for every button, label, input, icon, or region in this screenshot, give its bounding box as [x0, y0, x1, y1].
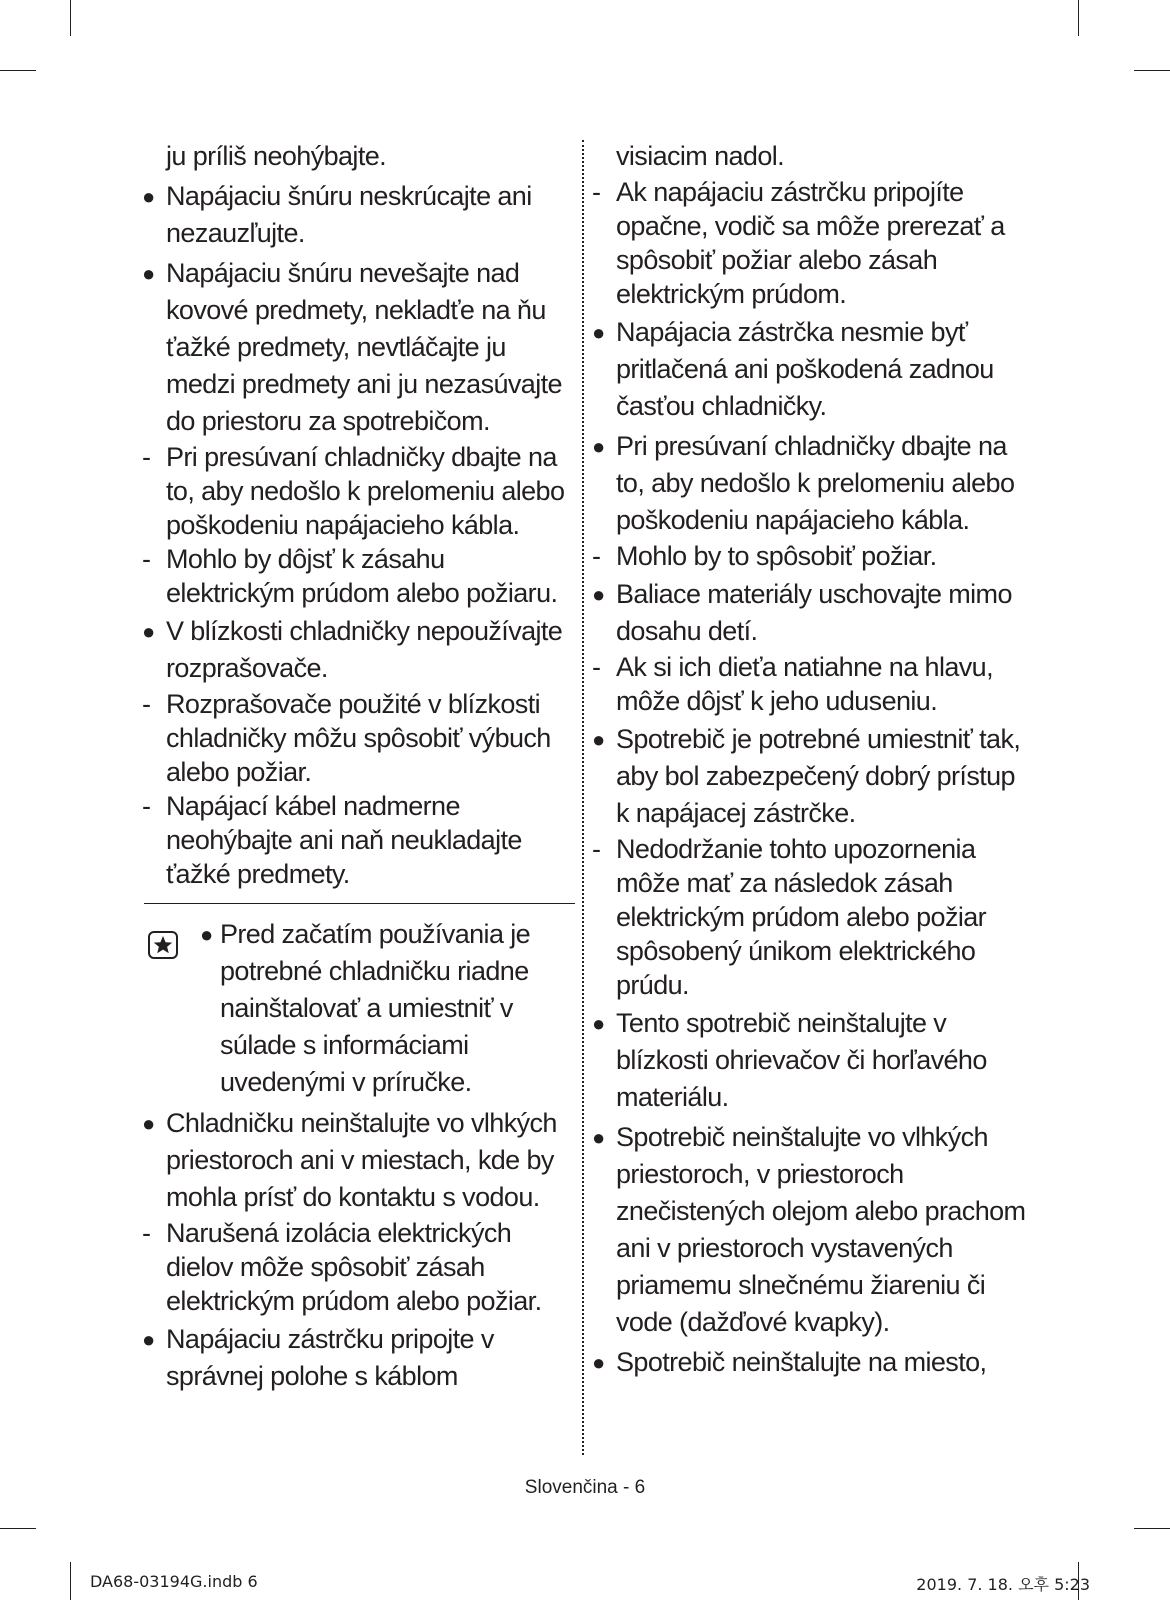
column-divider — [582, 140, 584, 1455]
item-text: Mohlo by to spôsobiť požiar. — [616, 541, 937, 571]
dash-item — [140, 687, 575, 789]
note-separator — [144, 903, 575, 904]
bullet-item — [590, 1344, 1030, 1381]
dash-item — [590, 539, 1030, 573]
item-text: Pri presúvaní chladničky dbajte na to, aby nedošlo k prelomeniu alebo poškodeniu napájacieho kábla. — [166, 442, 565, 540]
note-text: Pred začatím používania je potrebné chladničku riadne nainštalovať a umiestniť v súlade s informáciami uvedenými v príručke. — [220, 919, 531, 1097]
bullet-item — [590, 721, 1030, 832]
item-text: ju príliš neohýbajte. — [166, 141, 387, 171]
bullet-item — [590, 314, 1030, 425]
item-text: Napájaciu zástrčku pripojte v správnej polohe s káblom — [166, 1324, 494, 1391]
item-text: visiacim nadol. — [616, 141, 785, 171]
item-text: Baliace materiály uschovajte mimo dosahu detí. — [616, 579, 1012, 646]
dash-item — [140, 542, 575, 610]
bullet-icon: ● — [592, 582, 605, 607]
item-text: Napájací kábel nadmerne neohýbajte ani naň neukladajte ťažké predmety. — [166, 791, 522, 889]
item-text: Spotrebič je potrebné umiestniť tak, aby bol zabezpečený dobrý prístup k napájacej zástrčke. — [616, 724, 1021, 828]
crop-mark — [70, 1562, 71, 1600]
dash-item — [590, 650, 1030, 718]
item-text: Mohlo by dôjsť k zásahu elektrickým prúdom alebo požiaru. — [166, 544, 558, 608]
bullet-icon: ● — [142, 1111, 155, 1136]
bullet-item — [590, 428, 1030, 539]
dash-item — [590, 832, 1030, 1002]
item-text: Napájaciu šnúru nevešajte nad kovové predmety, nekladťe na ňu ťažké predmety, nevtláčajte ju medzi predmety ani ju nezasúvajte do priestoru za spotrebičom. — [166, 258, 562, 436]
item-text: Narušená izolácia elektrických dielov môže spôsobiť zásah elektrickým prúdom alebo požiar. — [166, 1218, 542, 1316]
bullet-item — [590, 1119, 1030, 1341]
bullet-icon: ● — [592, 1125, 605, 1150]
item-text: Rozprašovače použité v blízkosti chladničky môžu spôsobiť výbuch alebo požiar. — [166, 689, 551, 787]
dash-item — [140, 440, 575, 542]
star-note-icon — [148, 931, 178, 959]
dash-marker: - — [142, 791, 151, 821]
print-stamp: 2019. 7. 18. 오후 5:23 — [916, 1575, 1090, 1594]
page-number: Slovenčina - 6 — [524, 1477, 646, 1498]
bullet-icon: ● — [200, 922, 213, 947]
bullet-item — [140, 613, 575, 687]
right-column — [590, 138, 1030, 1381]
crop-mark — [0, 70, 36, 71]
dash-marker: - — [592, 177, 601, 207]
left-column — [140, 138, 575, 1395]
bullet-icon: ● — [142, 184, 155, 209]
dash-marker: - — [142, 689, 151, 719]
item-text: Spotrebič neinštalujte vo vlhkých priestoroch, v priestoroch znečistených olejom alebo prachom ani v priestoroch vystavených priamemu slnečnému žiareniu či vode (dažďové kvapky). — [616, 1122, 1026, 1337]
dash-marker: - — [592, 541, 601, 571]
dash-marker: - — [592, 652, 601, 682]
dash-marker: - — [142, 1218, 151, 1248]
dash-item — [140, 789, 575, 891]
crop-mark — [70, 0, 71, 36]
bullet-item — [140, 255, 575, 440]
bullet-item — [140, 1321, 575, 1395]
bullet-icon: ● — [592, 320, 605, 345]
dash-marker: - — [142, 544, 151, 574]
continued-text — [140, 138, 575, 175]
bullet-item — [590, 576, 1030, 650]
dash-marker: - — [142, 442, 151, 472]
note-block — [140, 916, 575, 1101]
note-item — [200, 916, 575, 1101]
dash-item — [590, 175, 1030, 311]
dash-marker: - — [592, 834, 601, 864]
crop-mark — [1078, 0, 1079, 36]
right-item-list — [590, 138, 1030, 1381]
item-text: Ak si ich dieťa natiahne na hlavu, môže dôjsť k jeho uduseniu. — [616, 652, 993, 716]
item-text: Tento spotrebič neinštalujte v blízkosti ohrievačov či horľavého materiálu. — [616, 1008, 987, 1112]
file-slug: DA68-03194G.indb 6 — [90, 1572, 258, 1591]
item-text: Ak napájaciu zástrčku pripojíte opačne, vodič sa môže prerezať a spôsobiť požiar alebo zásah elektrickým prúdom. — [616, 177, 1005, 309]
item-text: Napájaciu šnúru neskrúcajte ani nezauzľujte. — [166, 181, 532, 248]
bullet-icon: ● — [592, 1011, 605, 1036]
left-item-list-after — [140, 1105, 575, 1395]
bullet-item — [140, 1105, 575, 1216]
item-text: Pri presúvaní chladničky dbajte na to, aby nedošlo k prelomeniu alebo poškodeniu napájacieho kábla. — [616, 431, 1015, 535]
item-text: Napájacia zástrčka nesmie byť pritlačená ani poškodená zadnou časťou chladničky. — [616, 317, 994, 421]
dash-item — [140, 1216, 575, 1318]
bullet-icon: ● — [592, 727, 605, 752]
bullet-icon: ● — [142, 261, 155, 286]
bullet-icon: ● — [142, 619, 155, 644]
item-text: Nedodržanie tohto upozornenia môže mať za následok zásah elektrickým prúdom alebo požiar spôsobený únikom elektrického prúdu. — [616, 834, 987, 1000]
bullet-icon: ● — [592, 1350, 605, 1375]
item-text: V blízkosti chladničky nepoužívajte rozprašovače. — [166, 616, 563, 683]
crop-mark — [1134, 70, 1170, 71]
continued-text — [590, 138, 1030, 175]
bullet-icon: ● — [592, 434, 605, 459]
item-text: Chladničku neinštalujte vo vlhkých priestoroch ani v miestach, kde by mohla prísť do kontaktu s vodou. — [166, 1108, 557, 1212]
item-text: Spotrebič neinštalujte na miesto, — [616, 1347, 987, 1377]
crop-mark — [0, 1528, 36, 1529]
bullet-item — [140, 178, 575, 252]
left-item-list — [140, 138, 575, 891]
crop-mark — [1134, 1528, 1170, 1529]
bullet-icon: ● — [142, 1327, 155, 1352]
bullet-item — [590, 1005, 1030, 1116]
